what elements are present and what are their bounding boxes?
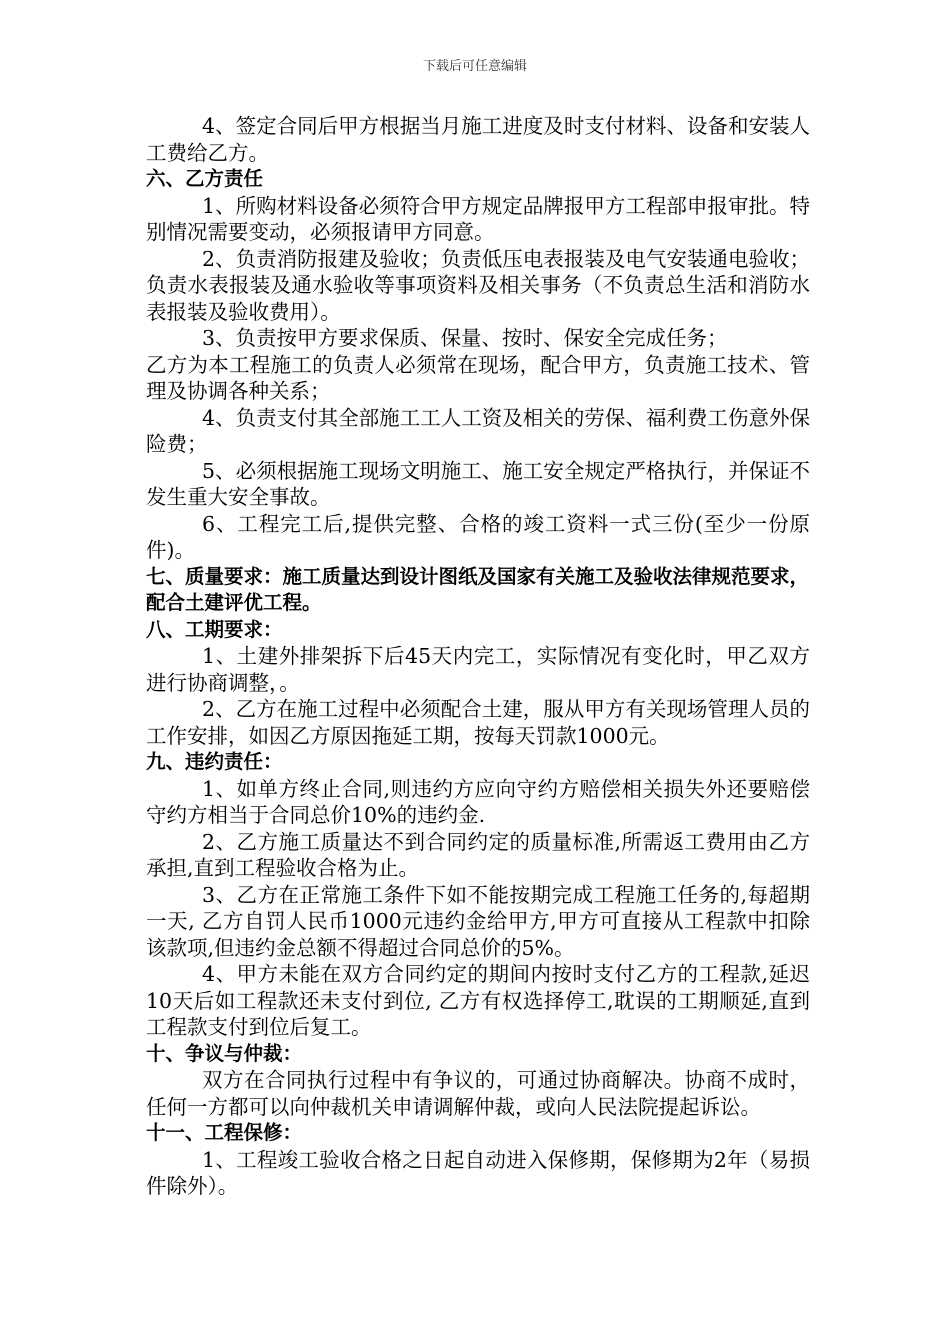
clause-b-6: 6、工程完工后,提供完整、合格的竣工资料一式三份(至少一份原件)。 (146, 511, 810, 562)
section-heading-7: 七、质量要求：施工质量达到设计图纸及国家有关施工及验收法律规范要求，配合土建评优工程。 (146, 564, 810, 614)
clause-warranty-1: 1、工程竣工验收合格之日起自动进入保修期，保修期为2年（易损件除外）。 (146, 1147, 810, 1198)
clause-b-3: 3、负责按甲方要求保质、保量、按时、保安全完成任务； (202, 326, 728, 350)
clause-breach-1: 1、如单方终止合同,则违约方应向守约方赔偿相关损失外还要赔偿守约方相当于合同总价10%的违约金. (146, 776, 810, 827)
section-heading-10: 十、争议与仲裁： (146, 1041, 303, 1065)
clause-b-1: 1、所购材料设备必须符合甲方规定品牌报甲方工程部申报审批。特别情况需要变动，必须报请甲方同意。 (146, 193, 810, 244)
contract-body (146, 113, 810, 1200)
section-heading-8: 八、工期要求： (146, 617, 283, 641)
clause-breach-3: 3、乙方在正常施工条件下如不能按期完成工程施工任务的,每超期一天, 乙方自罚人民币1000元违约金给甲方,甲方可直接从工程款中扣除该款项,但违约金总额不得超过合同总价的5%。 (146, 882, 810, 960)
section-heading-6: 六、乙方责任 (146, 167, 264, 190)
clause-dispute: 双方在合同执行过程中有争议的，可通过协商解决。协商不成时，任何一方都可以向仲裁机关申请调解仲裁，或向人民法院提起诉讼。 (146, 1068, 810, 1119)
section-heading-9: 九、违约责任： (146, 750, 283, 773)
clause-payment-4: 4、签定合同后甲方根据当月施工进度及时支付材料、设备和安装人工费给乙方。 (146, 114, 810, 165)
clause-breach-4: 4、甲方未能在双方合同约定的期间内按时支付乙方的工程款,延迟10天后如工程款还未支付到位, 乙方有权选择停工,耽误的工期顺延,直到工程款支付到位后复工。 (146, 962, 810, 1039)
clause-b-2: 2、负责消防报建及验收；负责低压电表报装及电气安装通电验收；负责水表报装及通水验收等事项资料及相关事务（不负责总生活和消防水表报装及验收费用）。 (146, 246, 810, 324)
clause-schedule-2: 2、乙方在施工过程中必须配合土建，服从甲方有关现场管理人员的工作安排，如因乙方原因拖延工期，按每天罚款1000元。 (146, 697, 810, 748)
clause-b-4: 4、负责支付其全部施工工人工资及相关的劳保、福利费工伤意外保险费； (146, 405, 810, 456)
clause-b-3-cont: 乙方为本工程施工的负责人必须常在现场，配合甲方，负责施工技术、管理及协调各种关系； (146, 352, 810, 403)
clause-b-5: 5、必须根据施工现场文明施工、施工安全规定严格执行，并保证不发生重大安全事故。 (146, 458, 810, 509)
clause-breach-2: 2、乙方施工质量达不到合同约定的质量标准,所需返工费用由乙方承担,直到工程验收合格为止。 (146, 829, 810, 880)
section-heading-11: 十一、工程保修： (146, 1121, 303, 1144)
page-header: 下载后可任意编辑 (422, 59, 527, 74)
clause-schedule-1: 1、土建外排架拆下后45天内完工，实际情况有变化时，甲乙双方进行协商调整，。 (146, 644, 810, 695)
